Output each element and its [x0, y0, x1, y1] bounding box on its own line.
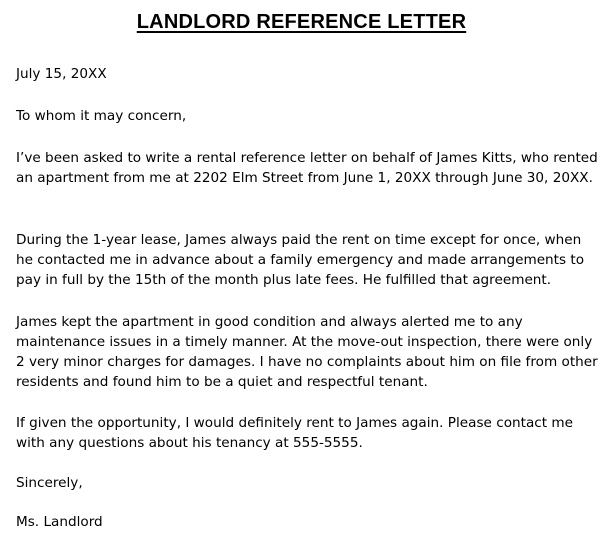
letter-paragraph-2: During the 1-year lease, James always paid the rent on time except for once, when he contacted me in advance about a family emergency and made arrangements to pay in full by the 15th of the month plus late fees. He fulfilled that agreement. — [16, 232, 585, 288]
letter-closing: Sincerely, — [16, 475, 83, 491]
letter-title: LANDLORD REFERENCE LETTER — [136, 11, 467, 33]
letter-signature: Ms. Landlord — [16, 514, 103, 530]
letter-paragraph-3: James kept the apartment in good condition and always alerted me to any maintenance issues in a timely manner. At the move-out inspection, there were only 2 very minor charges for damages. I have no complaints about him on file from other residents and found him to be a quiet and respectful tenant. — [16, 314, 598, 390]
letter-paragraph-1: I’ve been asked to write a rental reference letter on behalf of James Kitts, who rented an apartment from me at 2202 Elm Street from June 1, 20XX through June 30, 20XX. — [16, 150, 598, 186]
letter-date: July 15, 20XX — [16, 66, 107, 82]
letter-paragraph-4: If given the opportunity, I would definitely rent to James again. Please contact me with any questions about his tenancy at 555-5555. — [16, 415, 574, 451]
letter-greeting: To whom it may concern, — [16, 108, 187, 124]
